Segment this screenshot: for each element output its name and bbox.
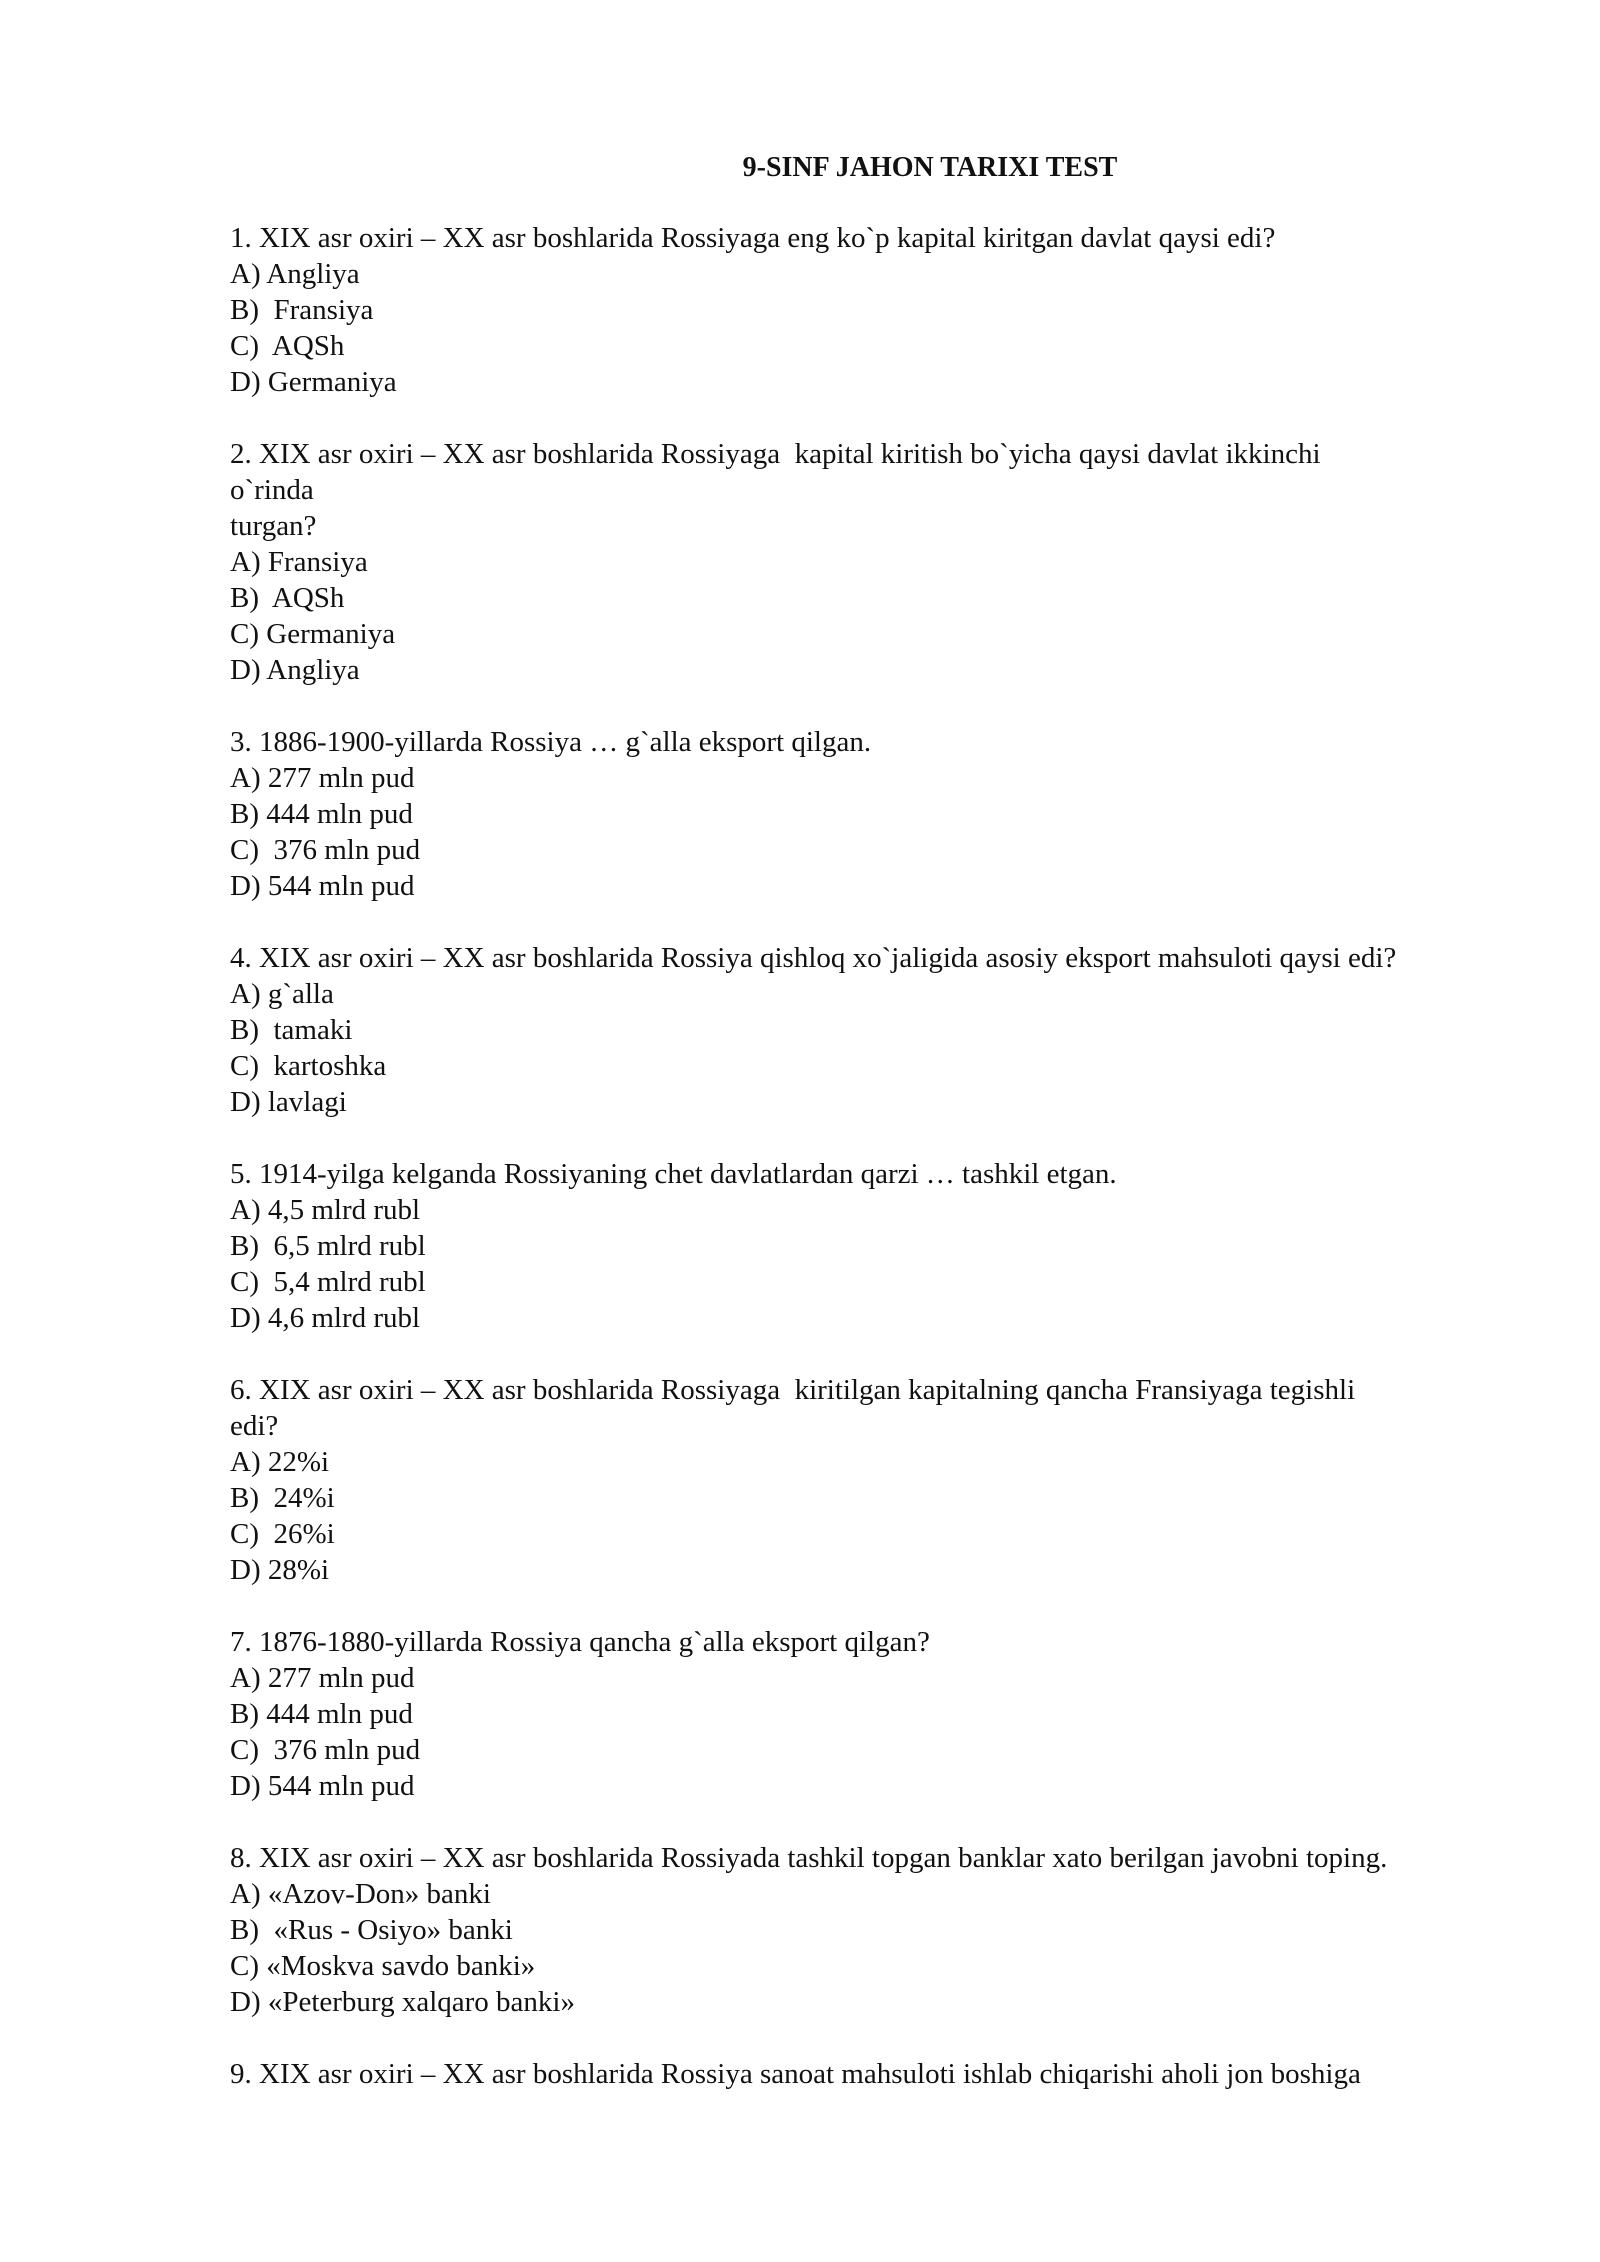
question-8 — [230, 1840, 1490, 2020]
question-text: 1. XIX asr oxiri – XX asr boshlarida Rossiyaga eng ko`p kapital kiritgan davlat qaysi edi? — [230, 222, 1276, 254]
answer-option-d: D) 28%i — [230, 1554, 330, 1586]
question-4 — [230, 940, 1490, 1120]
question-5 — [230, 1156, 1490, 1336]
answer-option-c: C) 26%i — [230, 1518, 335, 1550]
answer-option-c: C) kartoshka — [230, 1050, 387, 1082]
question-text: 3. 1886-1900-yillarda Rossiya … g`alla eksport qilgan. — [230, 726, 872, 758]
answer-option-b: B) Fransiya — [230, 294, 374, 326]
answer-option-b: B) 444 mln pud — [230, 1698, 413, 1730]
answer-option-d: D) Germaniya — [230, 366, 397, 398]
question-text: 8. XIX asr oxiri – XX asr boshlarida Rossiyada tashkil topgan banklar xato berilgan javobni toping. — [230, 1842, 1388, 1874]
answer-option-d: D) 4,6 mlrd rubl — [230, 1302, 421, 1334]
answer-option-b: B) «Rus - Osiyo» banki — [230, 1914, 513, 1946]
answer-option-c: C) «Moskva savdo banki» — [230, 1950, 536, 1982]
question-text: 5. 1914-yilga kelganda Rossiyaning chet davlatlardan qarzi … tashkil etgan. — [230, 1158, 1117, 1190]
answer-option-c: C) Germaniya — [230, 618, 396, 650]
question-7 — [230, 1624, 1490, 1804]
answer-option-a: A) g`alla — [230, 978, 334, 1010]
question-1 — [230, 220, 1490, 400]
answer-option-d: D) lavlagi — [230, 1086, 347, 1118]
question-text: 9. XIX asr oxiri – XX asr boshlarida Rossiya sanoat mahsuloti ishlab chiqarishi aholi jon boshiga — [230, 2058, 1361, 2090]
answer-option-b: B) 24%i — [230, 1482, 335, 1514]
answer-option-a: A) 277 mln pud — [230, 1662, 415, 1694]
answer-option-d: D) 544 mln pud — [230, 1770, 415, 1802]
answer-option-c: C) 5,4 mlrd rubl — [230, 1266, 426, 1298]
answer-option-d: D) 544 mln pud — [230, 870, 415, 902]
answer-option-d: D) «Peterburg xalqaro banki» — [230, 1986, 575, 2018]
page-title: 9-SINF JAHON TARIXI TEST — [742, 152, 1118, 183]
question-text: 6. XIX asr oxiri – XX asr boshlarida Rossiyaga kiritilgan kapitalning qancha Fransiyaga tegishli — [230, 1374, 1356, 1406]
answer-option-a: A) «Azov-Don» banki — [230, 1878, 491, 1910]
answer-option-a: A) Angliya — [230, 258, 360, 290]
question-2 — [230, 436, 1490, 688]
question-9 — [230, 2056, 1490, 2092]
question-text: 4. XIX asr oxiri – XX asr boshlarida Rossiya qishloq xo`jaligida asosiy eksport mahsuloti qaysi edi? — [230, 942, 1397, 974]
document-page — [230, 150, 1490, 2128]
answer-option-b: B) AQSh — [230, 582, 345, 614]
question-3 — [230, 724, 1490, 904]
question-6 — [230, 1372, 1490, 1588]
answer-option-c: C) AQSh — [230, 330, 345, 362]
question-text: edi? — [230, 1410, 279, 1442]
answer-option-b: B) 444 mln pud — [230, 798, 413, 830]
answer-option-c: C) 376 mln pud — [230, 1734, 421, 1766]
question-text: 7. 1876-1880-yillarda Rossiya qancha g`alla eksport qilgan? — [230, 1626, 930, 1658]
answer-option-a: A) 22%i — [230, 1446, 330, 1478]
answer-option-b: B) tamaki — [230, 1014, 353, 1046]
question-list — [230, 220, 1490, 2092]
question-text: turgan? — [230, 510, 317, 542]
answer-option-a: A) 277 mln pud — [230, 762, 415, 794]
answer-option-b: B) 6,5 mlrd rubl — [230, 1230, 426, 1262]
answer-option-c: C) 376 mln pud — [230, 834, 421, 866]
question-text: 2. XIX asr oxiri – XX asr boshlarida Rossiyaga kapital kiritish bo`yicha qaysi davlat ikkinchi — [230, 438, 1321, 470]
question-text: o`rinda — [230, 474, 314, 506]
answer-option-d: D) Angliya — [230, 654, 360, 686]
answer-option-a: A) 4,5 mlrd rubl — [230, 1194, 421, 1226]
answer-option-a: A) Fransiya — [230, 546, 368, 578]
